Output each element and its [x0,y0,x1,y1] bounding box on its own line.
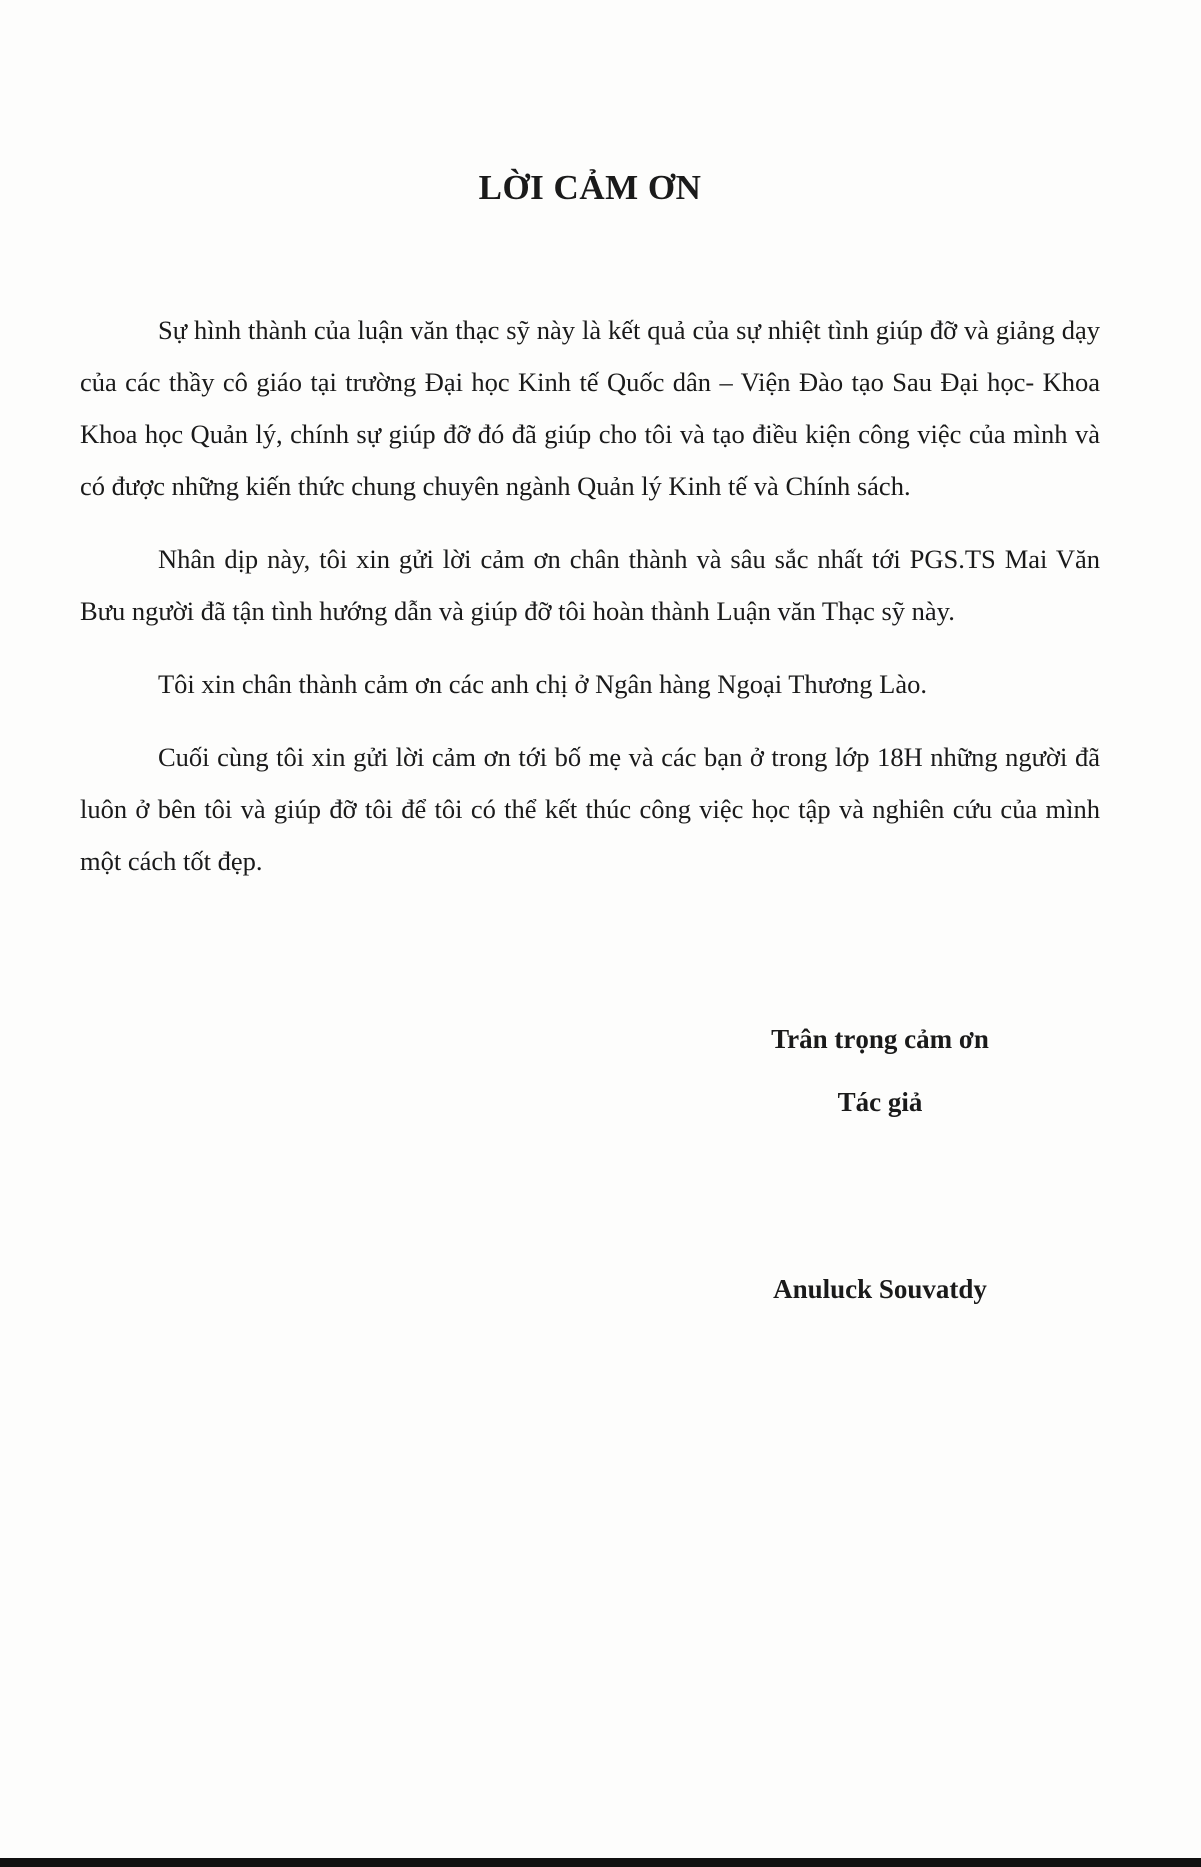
author-role: Tác giả [837,1087,923,1117]
paragraph-2: Nhân dịp này, tôi xin gửi lời cảm ơn chân thành và sâu sắc nhất tới PGS.TS Mai Văn Bưu người đã tận tình hướng dẫn và giúp đỡ tôi hoàn thành Luận văn Thạc sỹ này. [80,544,1100,626]
page-title: LỜI CẢM ƠN [478,168,702,207]
paragraph-1: Sự hình thành của luận văn thạc sỹ này là kết quả của sự nhiệt tình giúp đỡ và giảng dạy của các thầy cô giáo tại trường Đại học Kinh tế Quốc dân – Viện Đào tạo Sau Đại học- Khoa Khoa học Quản lý, chính sự giúp đỡ đó đã giúp cho tôi và tạo điều kiện công việc của mình và có được những kiến thức chung chuyên ngành Quản lý Kinh tế và Chính sách. [80,315,1100,501]
body-text [80,304,1100,908]
scan-bottom-edge [0,1858,1201,1867]
paragraph-3: Tôi xin chân thành cảm ơn các anh chị ở Ngân hàng Ngoại Thương Lào. [158,669,927,699]
paragraph-4: Cuối cùng tôi xin gửi lời cảm ơn tới bố mẹ và các bạn ở trong lớp 18H những người đã luôn ở bên tôi và giúp đỡ tôi để tôi có thể kết thúc công việc học tập và nghiên cứu của mình một cách tốt đẹp. [80,742,1100,876]
closing-thanks: Trân trọng cảm ơn [771,1024,989,1054]
author-name: Anuluck Souvatdy [773,1274,987,1304]
